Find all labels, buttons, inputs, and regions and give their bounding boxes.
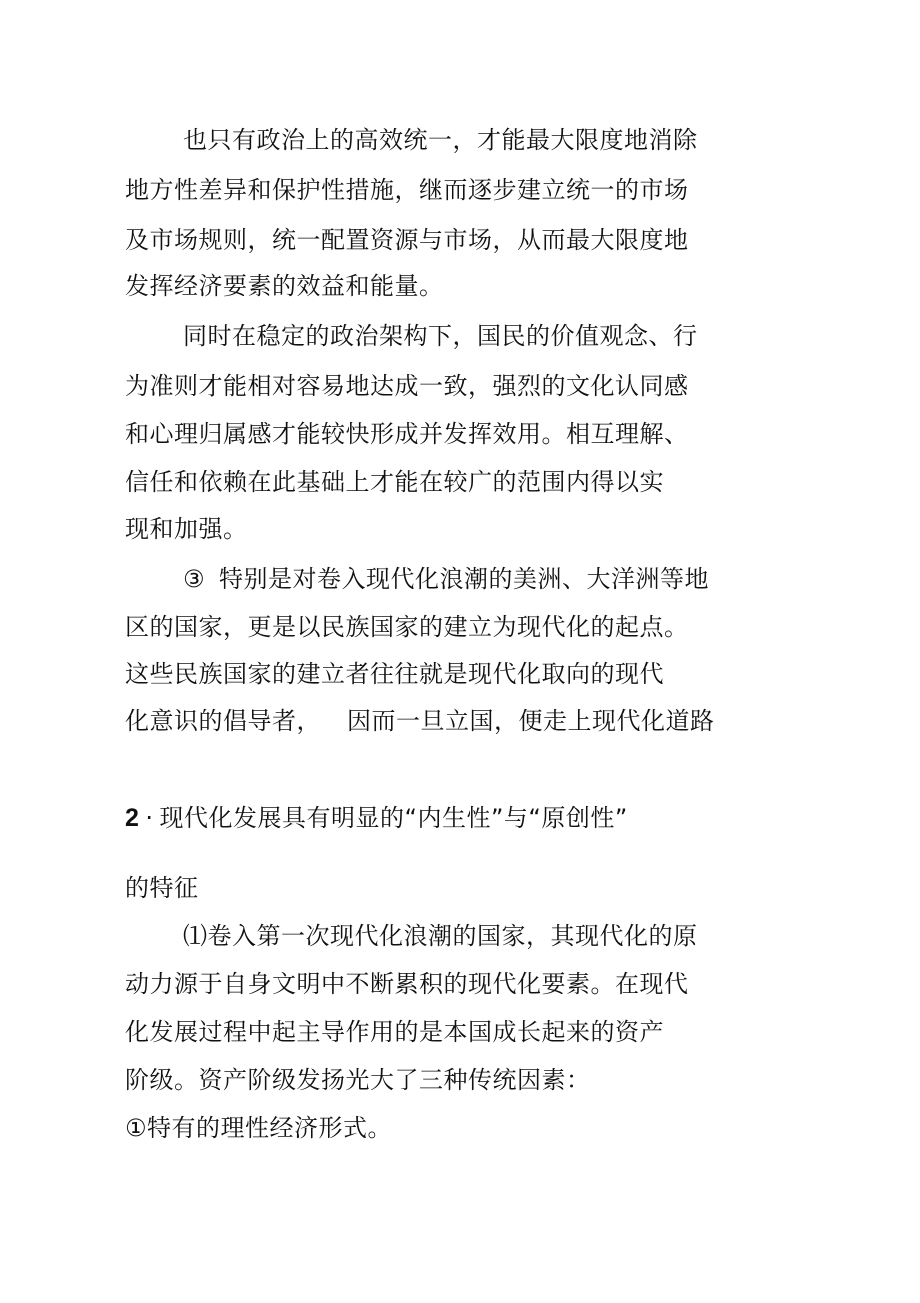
paragraph-line: 阶级。资产阶级发扬光大了三种传统因素： [125,1066,591,1094]
paragraph-line: 也只有政治上的高效统一，才能最大限度地消除 [183,126,698,154]
heading-continuation: 的特征 [125,874,199,902]
paragraph-line [125,705,715,737]
paragraph-line [183,563,709,595]
paragraph-line: 区的国家，更是以民族国家的建立为现代化的起点。 [125,613,689,641]
paragraph-line: 和心理归属感才能较快形成并发挥效用。相互理解、 [125,420,689,448]
heading-number: 2 [125,804,140,832]
paragraph-line: 动力源于自身文明中不断累积的现代化要素。在现代 [125,970,689,998]
paragraph-line: ⑴卷入第一次现代化浪潮的国家，其现代化的原 [183,922,698,950]
heading-separator: · [145,804,154,832]
section-heading [125,802,628,834]
paragraph-line: 发挥经济要素的效益和能量。 [125,272,444,300]
paragraph-line: 信任和依赖在此基础上才能在较广的范围内得以实 [125,468,664,496]
paragraph-line: 现和加强。 [125,515,248,543]
list-item: ①特有的理性经济形式。 [125,1114,393,1142]
paragraph-line: 为准则才能相对容易地达成一致，强烈的文化认同感 [125,372,689,400]
paragraph-line: 及市场规则，统一配置资源与市场，从而最大限度地 [125,226,689,254]
paragraph-text: 化意识的倡导者， [125,707,321,735]
circled-marker: ③ [183,565,206,593]
paragraph-text: 特别是对卷入现代化浪潮的美洲、大洋洲等地 [219,565,710,593]
paragraph-line: 地方性差异和保护性措施，继而逐步建立统一的市场 [125,176,689,204]
paragraph-line: 化发展过程中起主导作用的是本国成长起来的资产 [125,1018,664,1046]
paragraph-text: 因而一旦立国，便走上现代化道路 [347,707,715,735]
heading-title: 现代化发展具有明显的“内生性”与“原创性” [159,804,628,832]
paragraph-line: 同时在稳定的政治架构下，国民的价值观念、行 [183,322,698,350]
paragraph-line: 这些民族国家的建立者往往就是现代化取向的现代 [125,660,664,688]
